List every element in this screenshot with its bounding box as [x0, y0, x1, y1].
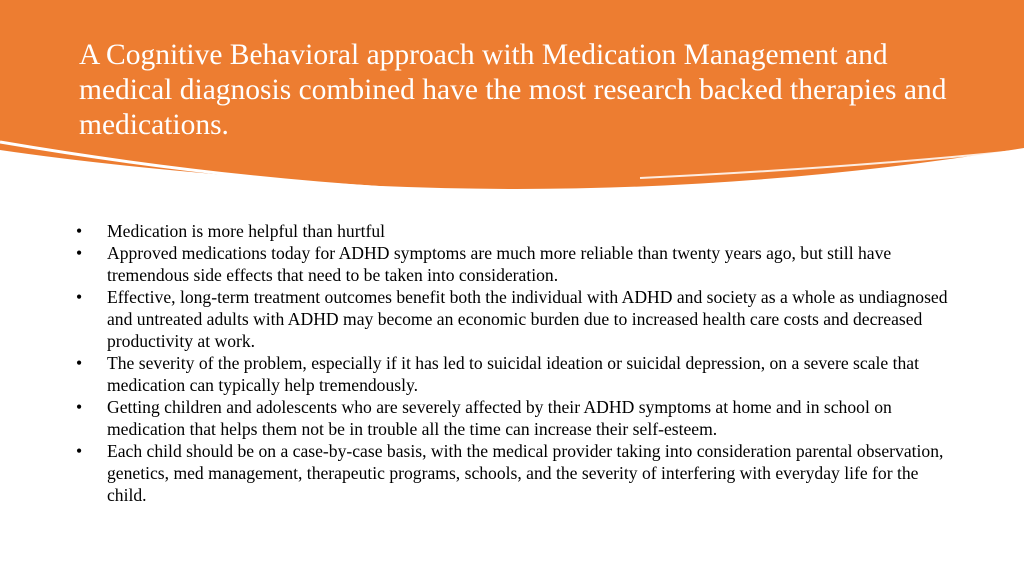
bullet-text: Medication is more helpful than hurtful — [107, 221, 386, 241]
bullet-marker: • — [76, 243, 83, 263]
bullet-item — [74, 220, 954, 242]
bullet-marker: • — [76, 353, 83, 373]
bullet-text: Each child should be on a case-by-case basis, with the medical provider taking into consideration parental observation, genetics, med management, therapeutic programs, schools, and the severity of interfering with everyday life for the child. — [107, 441, 944, 505]
bullet-marker: • — [76, 397, 83, 417]
bullet-text: Effective, long-term treatment outcomes benefit both the individual with ADHD and society as a whole as undiagnosed and untreated adults with ADHD may become an economic burden due to increased health care costs and decreased productivity at work. — [107, 287, 948, 351]
bullet-marker: • — [76, 441, 83, 461]
bullet-text: Approved medications today for ADHD symptoms are much more reliable than twenty years ago, but still have tremendous side effects that need to be taken into consideration. — [107, 243, 892, 285]
bullet-item — [74, 242, 954, 286]
bullet-item — [74, 440, 954, 506]
bullet-marker: • — [76, 221, 83, 241]
bullet-text: The severity of the problem, especially if it has led to suicidal ideation or suicidal depression, on a severe scale that medication can typically help tremendously. — [107, 353, 919, 395]
bullet-item — [74, 396, 954, 440]
bullet-item — [74, 286, 954, 352]
bullet-text: Getting children and adolescents who are severely affected by their ADHD symptoms at home and in school on medication that helps them not be in trouble all the time can increase their self-esteem. — [107, 397, 892, 439]
bullet-marker: • — [76, 287, 83, 307]
slide-title: A Cognitive Behavioral approach with Medication Management and medical diagnosis combined have the most research backed therapies and medications. — [79, 39, 947, 141]
bullet-list — [74, 220, 954, 506]
bullet-item — [74, 352, 954, 396]
